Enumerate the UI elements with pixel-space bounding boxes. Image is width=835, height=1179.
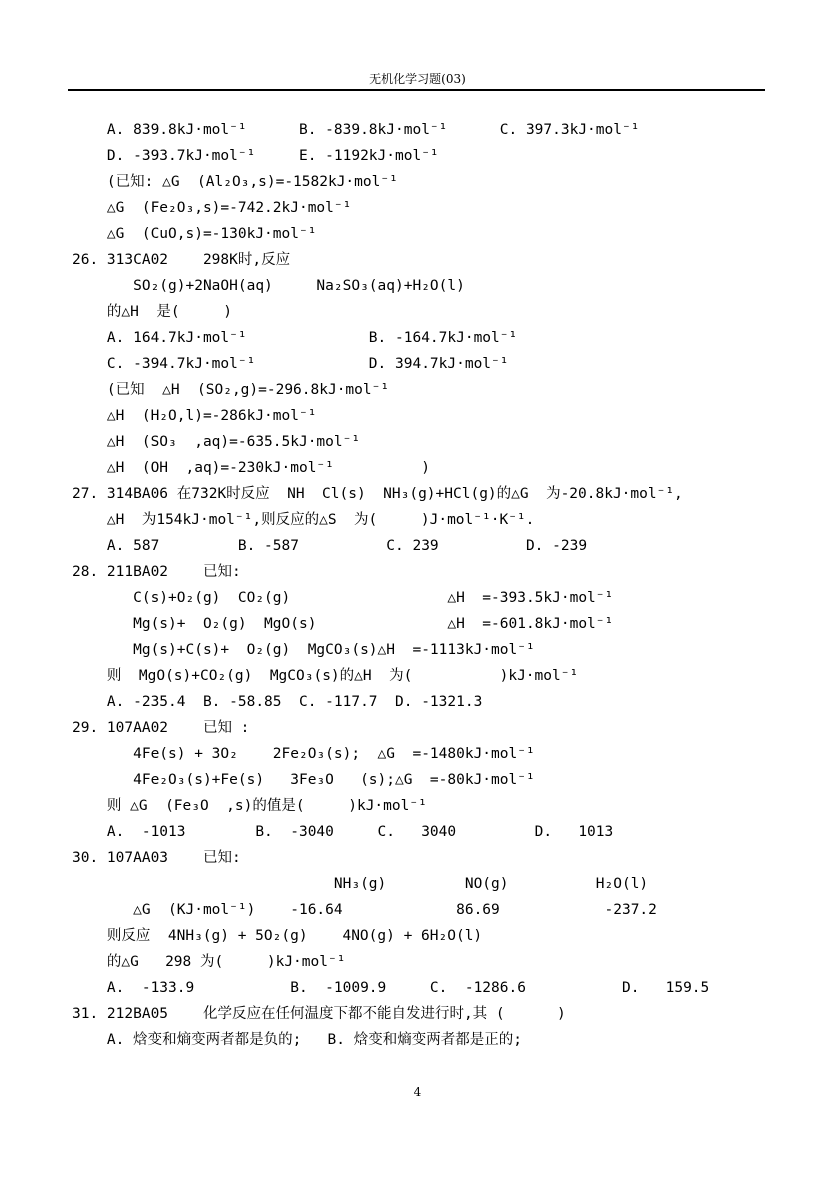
text-line: △H (OH ,aq)=-230kJ·mol⁻¹ )	[72, 460, 430, 476]
question-28-line: 28. 211BA02 已知:	[72, 564, 241, 580]
text-line: △H (H₂O,l)=-286kJ·mol⁻¹	[72, 408, 317, 424]
text-line: 的△G 298 为( )kJ·mol⁻¹	[72, 954, 346, 970]
text-line: △G (Fe₂O₃,s)=-742.2kJ·mol⁻¹	[72, 200, 352, 216]
question-29-line: 29. 107AA02 已知 :	[72, 720, 250, 736]
text-line: C. -394.7kJ·mol⁻¹ D. 394.7kJ·mol⁻¹	[72, 356, 509, 372]
text-line: (已知: △G (Al₂O₃,s)=-1582kJ·mol⁻¹	[72, 174, 398, 190]
question-27-line: 27. 314BA06 在732K时反应 NH Cl(s) NH₃(g)+HCl(g)的△G 为-20.8kJ·mol⁻¹,	[72, 486, 683, 502]
page-content	[72, 117, 772, 1053]
text-line: △H (SO₃ ,aq)=-635.5kJ·mol⁻¹	[72, 434, 361, 450]
text-line: SO₂(g)+2NaOH(aq) Na₂SO₃(aq)+H₂O(l)	[72, 278, 465, 294]
text-line: A. 839.8kJ·mol⁻¹ B. -839.8kJ·mol⁻¹ C. 397.3kJ·mol⁻¹	[72, 122, 640, 138]
text-line: Mg(s)+C(s)+ O₂(g) MgCO₃(s)△H =-1113kJ·mol⁻¹	[72, 642, 535, 658]
text-line: A. -1013 B. -3040 C. 3040 D. 1013	[72, 824, 614, 840]
text-line: 则 △G (Fe₃O ,s)的值是( )kJ·mol⁻¹	[72, 798, 427, 814]
header-divider	[68, 89, 765, 91]
text-line: A. -235.4 B. -58.85 C. -117.7 D. -1321.3	[72, 694, 483, 710]
text-line: (已知 △H (SO₂,g)=-296.8kJ·mol⁻¹	[72, 382, 390, 398]
text-line: A. 164.7kJ·mol⁻¹ B. -164.7kJ·mol⁻¹	[72, 330, 518, 346]
question-30-line: 30. 107AA03 已知:	[72, 850, 241, 866]
text-line: △H 为154kJ·mol⁻¹,则反应的△S 为( )J·mol⁻¹·K⁻¹.	[72, 512, 535, 528]
question-31-line: 31. 212BA05 化学反应在任何温度下都不能自发进行时,其 ( )	[72, 1006, 566, 1022]
text-line: 4Fe₂O₃(s)+Fe(s) 3Fe₃O (s);△G =-80kJ·mol⁻¹	[72, 772, 535, 788]
text-line: 则 MgO(s)+CO₂(g) MgCO₃(s)的△H 为( )kJ·mol⁻¹	[72, 668, 579, 684]
text-line: △G (CuO,s)=-130kJ·mol⁻¹	[72, 226, 317, 242]
text-line: A. 587 B. -587 C. 239 D. -239	[72, 538, 588, 554]
question-26-line: 26. 313CA02 298K时,反应	[72, 252, 291, 268]
page-header-title: 无机化学习题(03)	[369, 72, 466, 86]
text-line: A. 焓变和熵变两者都是负的; B. 焓变和熵变两者都是正的;	[72, 1032, 522, 1048]
text-line: Mg(s)+ O₂(g) MgO(s) △H =-601.8kJ·mol⁻¹	[72, 616, 614, 632]
text-line: NH₃(g) NO(g) H₂O(l)	[72, 876, 649, 892]
page-number: 4	[413, 1085, 422, 1099]
text-line: 的△H 是( )	[72, 304, 232, 320]
text-line: A. -133.9 B. -1009.9 C. -1286.6 D. 159.5	[72, 980, 710, 996]
text-line: 则反应 4NH₃(g) + 5O₂(g) 4NO(g) + 6H₂O(l)	[72, 928, 483, 944]
text-line: C(s)+O₂(g) CO₂(g) △H =-393.5kJ·mol⁻¹	[72, 590, 614, 606]
text-line: 4Fe(s) + 3O₂ 2Fe₂O₃(s); △G =-1480kJ·mol⁻¹	[72, 746, 535, 762]
text-line: △G (KJ·mol⁻¹) -16.64 86.69 -237.2	[72, 902, 657, 918]
text-line: D. -393.7kJ·mol⁻¹ E. -1192kJ·mol⁻¹	[72, 148, 439, 164]
